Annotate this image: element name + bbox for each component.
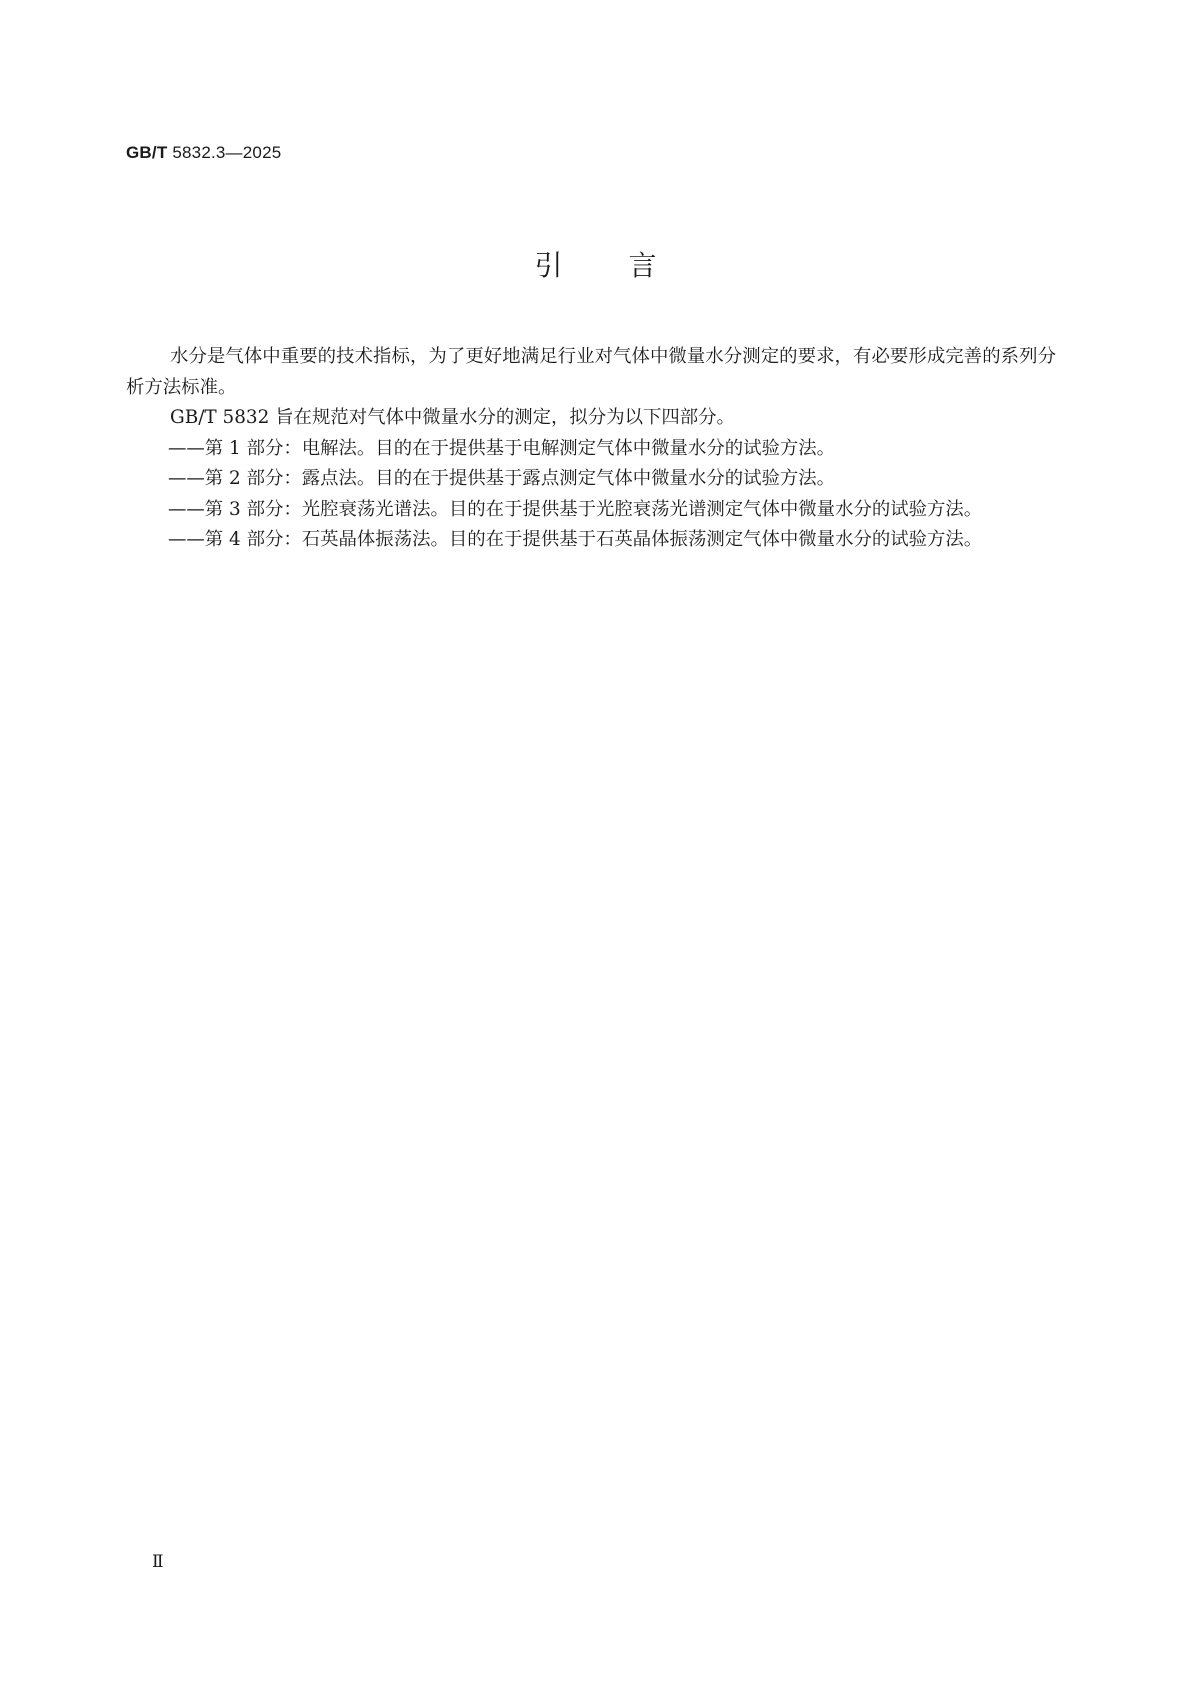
part-list-item: ——第 1 部分：电解法。目的在于提供基于电解测定气体中微量水分的试验方法。 [168, 437, 836, 459]
standard-code-prefix: GB/T [126, 143, 168, 162]
scope-paragraph: GB/T 5832 旨在规范对气体中微量水分的测定，拟分为以下四部分。 [170, 407, 735, 428]
part-list-item: ——第 3 部分：光腔衰荡光谱法。目的在于提供基于光腔衰荡光谱测定气体中微量水分的试验方法。 [168, 498, 983, 520]
introduction-body [126, 342, 1056, 556]
part-list-item: ——第 2 部分：露点法。目的在于提供基于露点测定气体中微量水分的试验方法。 [168, 468, 836, 489]
intro-paragraph: 水分是气体中重要的技术指标，为了更好地满足行业对气体中微量水分测定的要求，有必要形成完善的系列分析方法标准。 [126, 346, 1056, 398]
standard-code-number: 5832.3—2025 [172, 143, 282, 162]
standard-code [126, 143, 281, 163]
part-list-item: ——第 4 部分：石英晶体振荡法。目的在于提供基于石英晶体振荡测定气体中微量水分的试验方法。 [168, 529, 983, 550]
page-number: Ⅱ [152, 1552, 164, 1572]
page-title: 引言 [534, 249, 723, 282]
